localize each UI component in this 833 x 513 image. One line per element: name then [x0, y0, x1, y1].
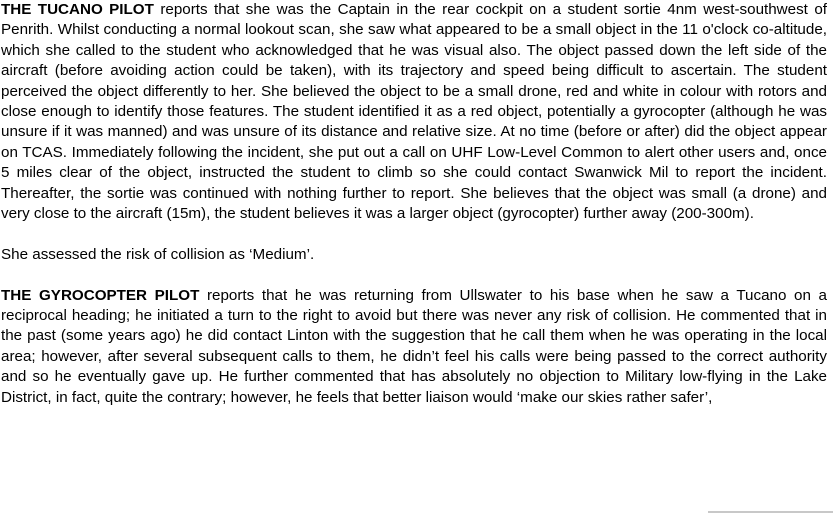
tucano-pilot-heading: THE TUCANO PILOT: [1, 1, 154, 18]
gyrocopter-pilot-text: reports that he was returning from Ullswater to his base when he saw a Tucano on a reciprocal heading; he initiated a turn to the right to avoid but there was never any risk of collision. He commented that in the past (some years ago) he did contact Linton with the suggestion that he call them when he was operating in the local area; however, after several subsequent calls to them, he didn’t feel his calls were being passed to the correct authority and so he eventually gave up. He further commented that has absolutely no objection to Military low-flying in the Lake District, in fact, quite the contrary; however, he feels that better liaison would ‘make our skies rather safer’,: [1, 286, 828, 406]
risk-assessment-paragraph: She assessed the risk of collision as ‘Medium’.: [1, 245, 315, 263]
gyrocopter-pilot-heading: THE GYROCOPTER PILOT: [1, 286, 200, 304]
document-page: [1, 0, 827, 408]
tucano-pilot-paragraph: [1, 0, 827, 224]
tucano-pilot-text: reports that she was the Captain in the rear cockpit on a student sortie 4nm west-southwest of Penrith. Whilst conducting a normal lookout scan, she saw what appeared to be a small object in the 11 o'clock co-altitude, which she called to the student who acknowledged that he was visual also. The object passed down the left side of the aircraft (before avoiding action could be taken), with its trajectory and speed being difficult to ascertain. The student perceived the object differently to her. She believed the object to be a small drone, red and white in colour with rotors and close enough to identify those features. The student identified it as a red object, potentially a gyrocopter (although he was unsure if it was manned) and was unsure of its distance and relative size. At no time (before or after) did the object appear on TCAS. Immediately following the incident, she put out a call on UHF Low-Level Common to alert other users and, once 5 miles clear of the object, instructed the student to climb so she could contact Swanwick Mil to report the incident. Thereafter, the sortie was continued with nothing further to report. She believes that the object was small (a drone) and very close to the aircraft (15m), the student believes it was a larger object (gyrocopter) further away (200-300m).: [1, 1, 827, 223]
gyrocopter-pilot-paragraph: [1, 286, 827, 408]
paragraph-spacer: [1, 265, 827, 285]
paragraph-spacer: [1, 224, 827, 244]
